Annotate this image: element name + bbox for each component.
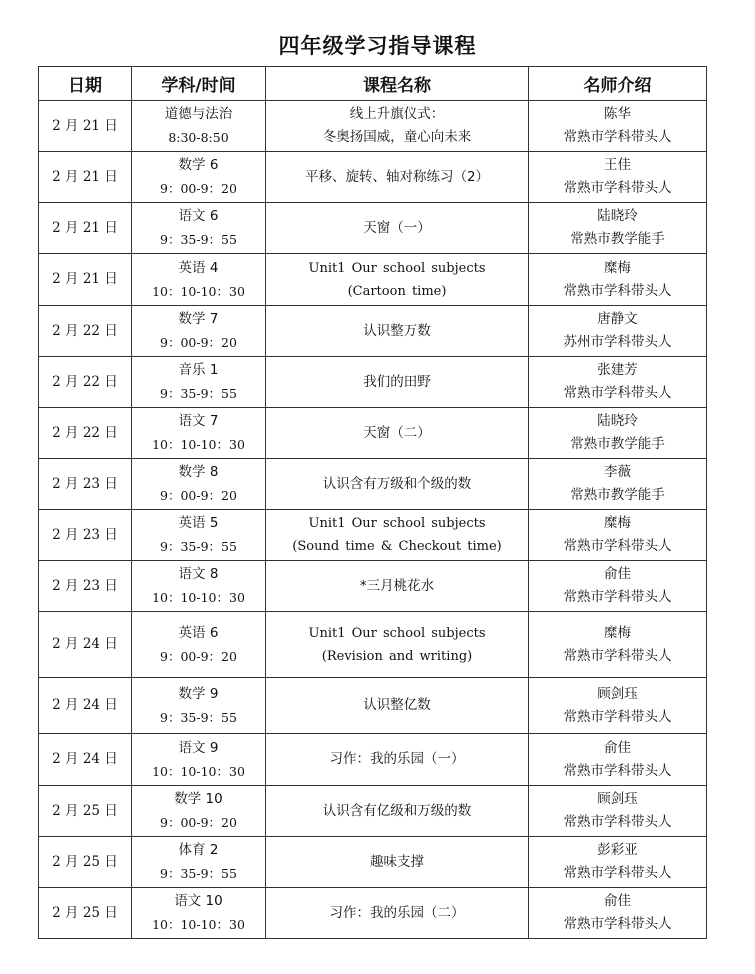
course-name-line: Unit1 Our school subjects [308,260,486,276]
date-cell: 2 月 23 日 [39,510,132,561]
time-label: 9：35-9：55 [160,386,237,401]
teacher-name: 顾剑珏 [597,791,638,807]
table-row [39,561,707,612]
teacher-title: 常熟市学科带头人 [563,916,672,932]
time-label: 9：00-9：20 [160,335,237,350]
date-cell: 2 月 23 日 [39,459,132,510]
course-name-cell [266,306,529,357]
teacher-name: 糜梅 [604,259,631,276]
date-cell: 2 月 22 日 [39,306,132,357]
subject-time-cell [132,459,266,510]
course-name-cell [266,510,529,561]
subject-time-cell [132,888,266,939]
course-name-line: (Revision and writing) [321,648,473,664]
course-name-cell [266,734,529,786]
course-name-cell [266,786,529,837]
teacher-title: 常熟市学科带头人 [563,589,672,605]
course-name-line: (Cartoon time) [347,283,447,299]
time-label: 9：35-9：55 [160,232,237,247]
table-row [39,306,707,357]
teacher-title: 苏州市学科带头人 [563,334,672,350]
header-teacher-intro: 名师介绍 [529,67,707,101]
teacher-cell [529,561,707,612]
date-cell: 2 月 21 日 [39,254,132,306]
subject-label: 道德与法治 [164,106,233,122]
course-name-cell [266,678,529,734]
teacher-title: 常熟市学科带头人 [563,538,672,554]
subject-time-cell [132,786,266,837]
table-row [39,254,707,306]
time-label: 9：00-9：20 [160,181,237,196]
teacher-cell [529,786,707,837]
teacher-name: 王佳 [604,157,631,173]
table-row [39,408,707,459]
teacher-name: 李薇 [604,464,631,480]
subject-label: 英语 4 [178,259,219,276]
teacher-cell [529,837,707,888]
teacher-name: 张建芳 [597,362,638,378]
header-course-name: 课程名称 [266,67,529,101]
teacher-title: 常熟市学科带头人 [563,814,672,830]
teacher-name: 唐静文 [597,311,638,327]
table-row [39,837,707,888]
teacher-title: 常熟市学科带头人 [563,282,672,299]
teacher-cell [529,888,707,939]
course-name-line: 天窗（二） [363,424,431,441]
time-label: 10：10-10：30 [152,437,245,452]
course-name-cell [266,459,529,510]
table-row [39,101,707,152]
date-cell: 2 月 21 日 [39,101,132,152]
table-row [39,888,707,939]
course-name-cell [266,561,529,612]
time-label: 10：10-10：30 [152,917,245,932]
date-cell: 2 月 25 日 [39,786,132,837]
time-label: 9：00-9：20 [160,488,237,503]
time-label: 9：35-9：55 [160,539,237,554]
subject-time-cell [132,734,266,786]
date-cell: 2 月 25 日 [39,837,132,888]
course-name-line: 习作：我的乐园（一） [329,751,465,767]
subject-time-cell [132,510,266,561]
subject-label: 语文 8 [178,566,219,582]
course-name-line: 趣味支撑 [370,853,424,870]
course-name-line: *三月桃花水 [359,577,435,594]
date-cell: 2 月 21 日 [39,203,132,254]
table-row [39,786,707,837]
teacher-name: 糜梅 [604,515,631,531]
subject-time-cell [132,254,266,306]
time-label: 9：35-9：55 [160,709,237,725]
table-row [39,612,707,678]
teacher-title: 常熟市学科带头人 [563,708,672,725]
teacher-title: 常熟市学科带头人 [563,762,672,779]
table-row [39,203,707,254]
teacher-cell [529,306,707,357]
subject-time-cell [132,306,266,357]
course-name-line: 习作：我的乐园（二） [329,904,465,921]
subject-time-cell [132,357,266,408]
course-name-line: 线上升旗仪式： [349,106,445,122]
table-row [39,734,707,786]
course-name-line: 平移、旋转、轴对称练习（2） [304,168,490,185]
teacher-name: 彭彩亚 [597,842,638,858]
date-cell: 2 月 24 日 [39,612,132,678]
subject-time-cell [132,203,266,254]
teacher-cell [529,254,707,306]
header-row [39,67,707,101]
date-cell: 2 月 21 日 [39,152,132,203]
course-name-line: 认识含有亿级和万级的数 [322,802,472,819]
subject-time-cell [132,152,266,203]
teacher-name: 陆晓玲 [597,208,638,224]
course-name-cell [266,357,529,408]
subject-time-cell [132,561,266,612]
course-schedule-table [38,66,707,939]
course-name-cell [266,254,529,306]
date-cell: 2 月 24 日 [39,734,132,786]
teacher-title: 常熟市学科带头人 [563,865,672,881]
teacher-name: 陈华 [604,106,631,122]
teacher-title: 常熟市学科带头人 [563,180,672,196]
subject-label: 数学 7 [178,311,219,327]
time-label: 9：00-9：20 [160,648,237,664]
subject-time-cell [132,101,266,152]
subject-label: 数学 10 [174,791,223,807]
subject-label: 体育 2 [178,842,219,858]
subject-time-cell [132,837,266,888]
course-name-line: 认识整亿数 [363,697,431,713]
subject-label: 英语 5 [178,515,219,531]
subject-label: 英语 6 [178,624,219,641]
teacher-name: 糜梅 [604,624,631,641]
course-name-cell [266,408,529,459]
course-name-line: Unit1 Our school subjects [308,625,486,641]
teacher-cell [529,678,707,734]
teacher-cell [529,510,707,561]
teacher-cell [529,612,707,678]
subject-label: 数学 6 [178,157,219,173]
teacher-title: 常熟市教学能手 [570,436,665,452]
teacher-cell [529,152,707,203]
table-row [39,678,707,734]
course-name-cell [266,152,529,203]
teacher-name: 俞佳 [604,566,631,582]
teacher-cell [529,459,707,510]
course-name-line: 认识整万数 [363,322,431,339]
teacher-cell [529,203,707,254]
teacher-name: 俞佳 [604,739,631,756]
teacher-title: 常熟市教学能手 [570,487,665,503]
header-subject-time: 学科/时间 [132,67,266,101]
time-label: 8:30-8:50 [168,130,229,145]
date-cell: 2 月 24 日 [39,678,132,734]
subject-label: 语文 7 [178,413,219,429]
subject-label: 音乐 1 [178,362,219,378]
subject-label: 数学 9 [178,685,219,702]
teacher-title: 常熟市学科带头人 [563,385,672,401]
date-cell: 2 月 23 日 [39,561,132,612]
teacher-name: 陆晓玲 [597,413,638,429]
course-name-line: 冬奥扬国威，童心向未来 [322,129,472,145]
page-title: 四年级学习指导课程 [278,34,477,58]
table-row [39,152,707,203]
time-label: 10：10-10：30 [152,283,245,299]
table-row [39,459,707,510]
subject-label: 语文 10 [174,893,223,909]
teacher-cell [529,408,707,459]
time-label: 10：10-10：30 [152,590,245,605]
course-name-line: 天窗（一） [363,219,431,236]
header-date: 日期 [39,67,132,101]
course-name-line: Unit1 Our school subjects [308,516,486,531]
teacher-title: 常熟市学科带头人 [563,129,672,145]
time-label: 10：10-10：30 [152,763,245,779]
course-name-line: 我们的田野 [363,373,431,390]
teacher-title: 常熟市学科带头人 [563,647,672,664]
subject-time-cell [132,678,266,734]
time-label: 9：00-9：20 [160,815,237,830]
course-name-line: (Sound time & Checkout time) [292,539,502,554]
subject-time-cell [132,612,266,678]
table-row [39,510,707,561]
course-name-cell [266,203,529,254]
course-name-cell [266,888,529,939]
teacher-cell [529,101,707,152]
course-name-cell [266,101,529,152]
subject-label: 语文 9 [178,739,219,756]
course-name-cell [266,837,529,888]
course-name-line: 认识含有万级和个级的数 [322,475,472,492]
subject-label: 数学 8 [178,464,219,480]
subject-time-cell [132,408,266,459]
course-name-cell [266,612,529,678]
teacher-name: 顾剑珏 [597,685,638,702]
time-label: 9：35-9：55 [160,866,237,881]
date-cell: 2 月 22 日 [39,408,132,459]
teacher-cell [529,734,707,786]
date-cell: 2 月 22 日 [39,357,132,408]
table-row [39,357,707,408]
subject-label: 语文 6 [178,208,219,224]
teacher-title: 常熟市教学能手 [570,231,665,247]
date-cell: 2 月 25 日 [39,888,132,939]
teacher-name: 俞佳 [604,893,631,909]
teacher-cell [529,357,707,408]
